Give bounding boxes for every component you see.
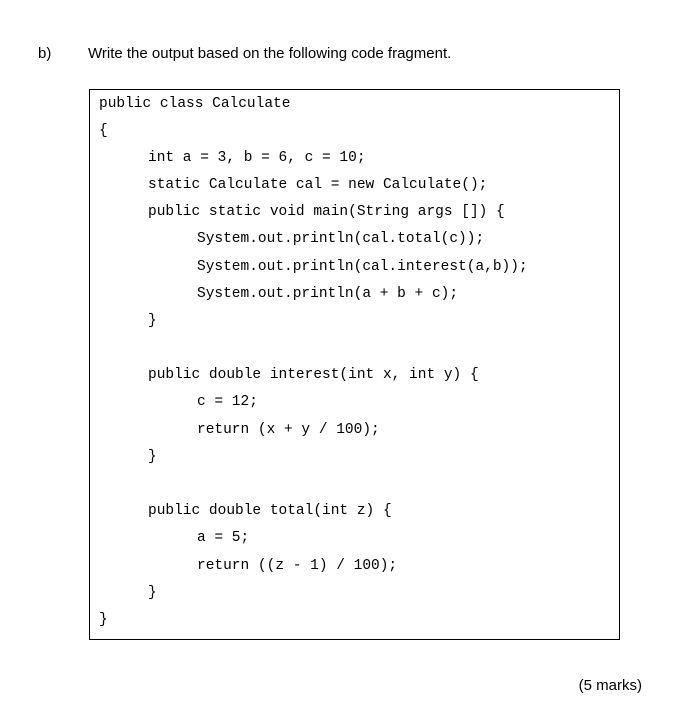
code-line: } [148, 313, 157, 329]
code-line: public class Calculate [99, 96, 291, 112]
question-text: Write the output based on the following code fragment. [88, 45, 452, 62]
code-line: } [148, 585, 157, 601]
code-box [89, 89, 620, 640]
code-line: return ((z - 1) / 100); [197, 558, 398, 574]
code-line: } [148, 449, 157, 465]
code-line: System.out.println(a + b + c); [197, 286, 459, 302]
code-line: c = 12; [197, 394, 258, 410]
code-line: } [99, 612, 108, 628]
marks-label: (5 marks) [578, 677, 642, 694]
code-line: public double interest(int x, int y) { [148, 367, 479, 383]
code-line: int a = 3, b = 6, c = 10; [148, 150, 366, 166]
code-line: return (x + y / 100); [197, 422, 380, 438]
code-line: a = 5; [197, 530, 250, 546]
code-line: public static void main(String args []) { [148, 204, 505, 220]
code-line: System.out.println(cal.total(c)); [197, 231, 485, 247]
code-line: static Calculate cal = new Calculate(); [148, 177, 488, 193]
code-line: System.out.println(cal.interest(a,b)); [197, 259, 528, 275]
question-label: b) [38, 45, 52, 62]
code-line: { [99, 123, 108, 139]
code-line: public double total(int z) { [148, 503, 392, 519]
